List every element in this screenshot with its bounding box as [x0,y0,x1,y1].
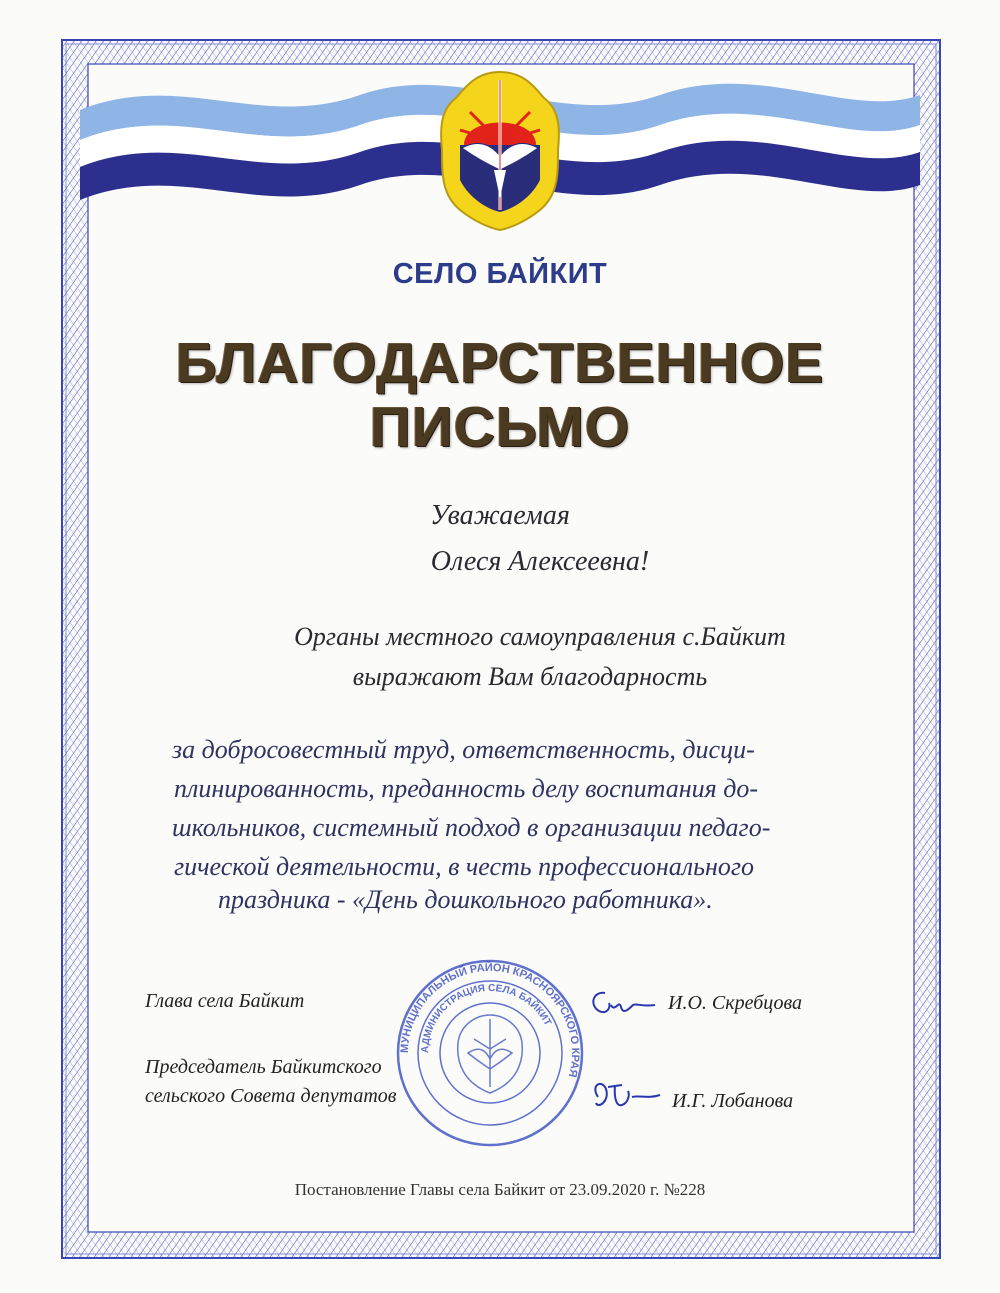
stamp-outer-text: МУНИЦИПАЛЬНЫЙ РАЙОН КРАСНОЯРСКОГО КРАЯ [398,961,582,1079]
decree-reference: Постановление Главы села Байкит от 23.09.2020 г. №228 [294,1180,706,1199]
signature-lobanova-icon [588,1075,668,1119]
signature-skrebtsova-icon [585,985,665,1025]
greeting-recipient-name: Олеся Алексеевна! [430,546,650,577]
body-line: праздника - «День дошкольного работника». [218,885,713,914]
official-stamp-icon [395,958,585,1148]
document-title-line1: БЛАГОДАРСТВЕННОЕ [175,331,825,395]
organization-line2: выражают Вам благодарность [352,662,708,691]
body-line: гической деятельности, в честь профессионального [174,852,754,881]
coat-of-arms-icon [441,72,559,230]
signatory-name-chair: И.Г. Лобанова [672,1090,794,1112]
signatory-name-head: И.О. Скребцова [668,992,803,1014]
signatory-position-chair-line1: Председатель Байкитского [145,1056,382,1078]
body-line: за добросовестный труд, ответственность, дисци- [172,735,755,764]
document-title-line2: ПИСЬМО [369,395,631,459]
organization-line1: Органы местного самоуправления с.Байкит [294,622,786,651]
signatory-position-head: Глава села Байкит [145,990,305,1012]
body-line: школьников, системный подход в организации педаго- [172,813,771,842]
body-line: плинированность, преданность делу воспитания до- [174,774,759,803]
village-heading: СЕЛО БАЙКИТ [392,258,608,290]
stamp-inner-text: АДМИНИСТРАЦИЯ СЕЛА БАЙКИТ [419,982,554,1054]
signatory-position-chair-line2: сельского Совета депутатов [145,1085,397,1107]
greeting-salutation: Уважаемая [430,500,570,531]
